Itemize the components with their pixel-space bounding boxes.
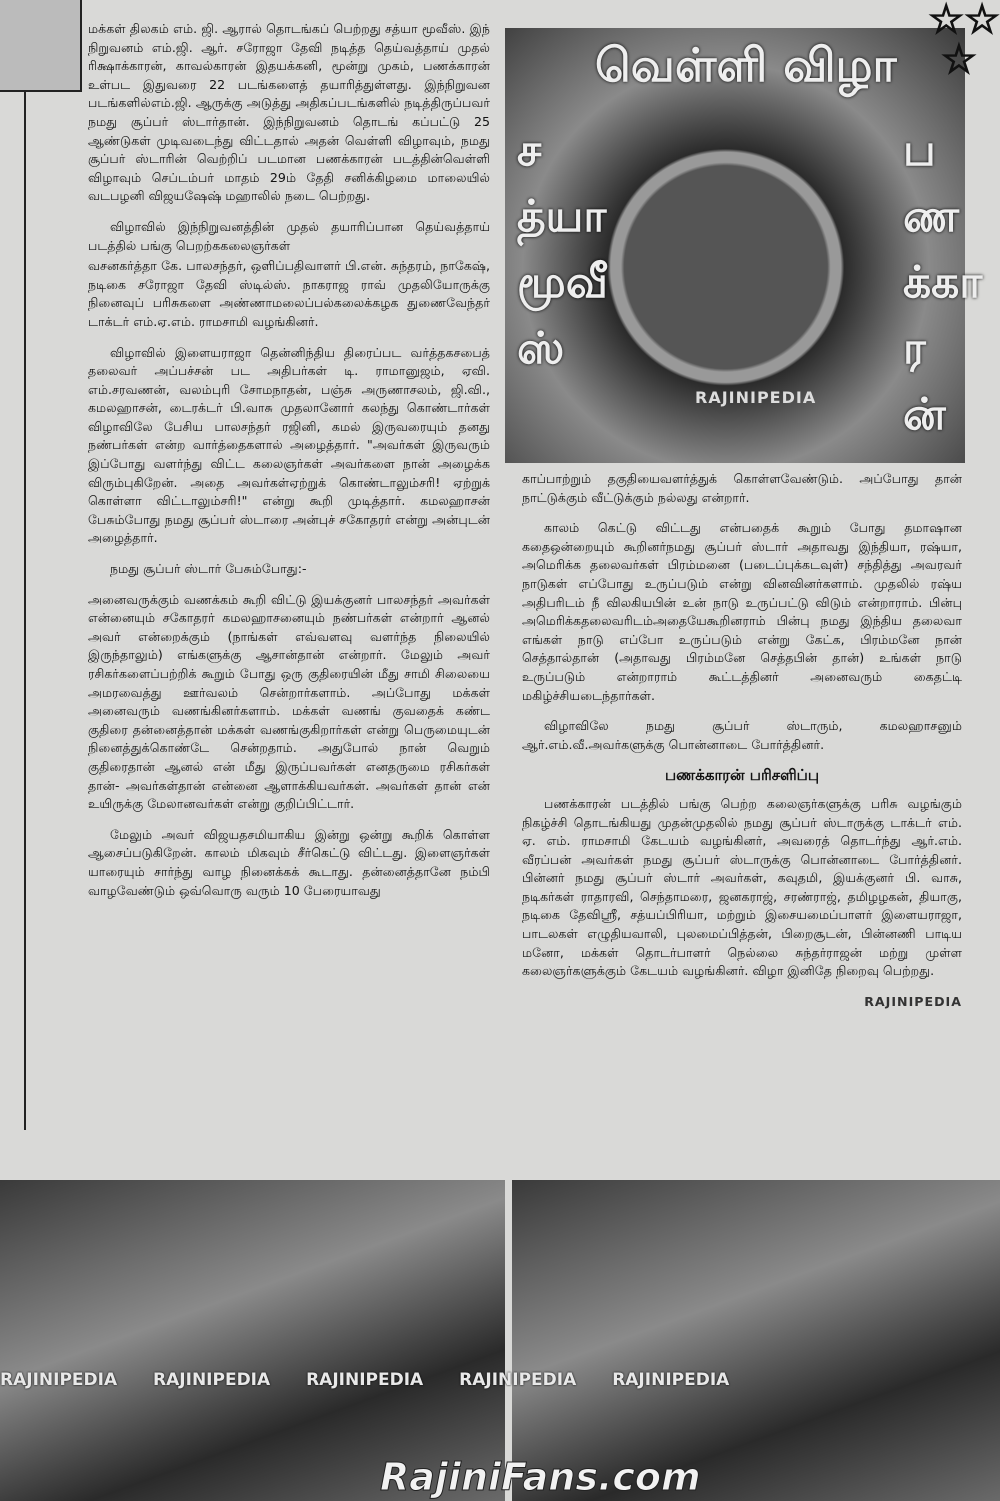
watermark-row bbox=[0, 1370, 1000, 1390]
paragraph: காலம் கெட்டு விட்டது என்பதைக் கூறும் போது தமாஷான கதைஒன்றையும் கூறினர்நமது சூப்பர் ஸ்டார் அதாவது இந்தியா, ரஷ்யா, அமெரிக்க தலைவர்கள் பிரம்மனை (படைப்புக்கடவுள்) சந்தித்து அவரவர் நாடுகள் எப்போது உருப்படும் என்று வினவினர்களாம். முதலில் ரஷ்ய அதிபரிடம் நீ விலகியபின் உன் நாடு உருப்பட்டு விடும் என்றாராம். பின்பு அமெரிக்கதலைவரிடம்அதையேகூறினராம் பின்பு நமது இந்திய தலைவா எங்கள் நாடு எப்போ உருப்படும் என்று கேட்க, பிரம்மனே நான் செத்தால்தான் (அதாவது பிரம்மனே செத்தபின் தான்) உங்கள் நாடு உருப்படும் என்றாராம் கூட்டத்தினர் அனைவரும் கைதட்டி மகிழ்ச்சியடைந்தார்கள். bbox=[522, 520, 962, 703]
paragraph: பணக்காரன் படத்தில் பங்கு பெற்ற கலைஞர்களுக்கு பரிசு வழங்கும் நிகழ்ச்சி தொடங்கியது முதன்முதலில் நமது சூப்பர் ஸ்டாருக்கு டாக்டர் எம். ஏ. எம். ராமசாமி கேடயம் வழங்கினர், அவரைத் தொடர்ந்து ஆர்.எம். வீரப்பன் அவர்கள் நமது சூப்பர் ஸ்டாருக்கு பொன்னாடை போர்த்தினர். பின்னர் நமது சூப்பர் ஸ்டார் அவர்கள், கவுதமி, இயக்குனர் பி. வாசு, நடிகர்கள் ராதாரவி, செந்தாமரை, ஜனகராஜ், சரண்ராஜ், தமிழழகன், தியாகு, நடிகை தேவிஸ்ரீ, சத்யப்பிரியா, மற்றும் இசையமைப்பாளர் இளையராஜா, பாடலகள் எழுதியவாலி, புலமைப்பித்தன், பிறைசூடன், பின்னணி பாடிய மனோ, மக்கள் தொடர்பாளர் நெல்லை சுந்தர்ராஜன் மற்று முள்ள கலைஞர்களுக்கும் கேடயம் வழங்கினர். விழா இனிதே நிறைவு பெற்றது. bbox=[522, 795, 962, 979]
paragraph: விழாவில் இந்நிறுவனத்தின் முதல் தயாரிப்பான தெய்வத்தாய் படத்தில் பங்கு பெறற்ககலைஞர்கள் bbox=[88, 218, 490, 253]
paragraph: அனைவருக்கும் வணக்கம் கூறி விட்டு இயக்குனர் பாலசந்தர் அவர்கள் என்னையும் சகோதரர் கமலஹாசனையும் நண்பர்கள் என்றார் ஆனல் அவர் என்றைக்கும் (நாங்கள் எவ்வளவு வளர்ந்த நிலையில் இருந்தாலும்) எங்களுக்கு ஆசான்தான் என்றார். மேலும் அவர் ரசிகர்களைப்பற்றிக் கூறும் போது ஒரு குதிரையின் மீது சாமி சிலையை அமரவைத்து ஊர்வலம் சென்றார்களாம். அப்போது மக்கள் அனைவரும் வணங்கினர்களாம். மக்கள் வணங் குவதைக் கண்ட குதிரை தன்னைத்தான் மக்கள் வணங்குகிறார்கள் என்று பெருமையுடன் நினைத்துக்கொண்டே சென்றதாம். அதுபோல் நான் வெறும் குதிரைதான் ஆனல் என் மீது இருப்பவர்கள் எனதருமை ரசிகர்கள் தான்- அவர்கள்தான் என்னை ஆளாக்கியவர்கள். அவர்கள் தான் என் உயிருக்கு மேலானவர்கள் என்று குறிப்பிட்டார். bbox=[88, 591, 490, 812]
watermark: RAJINIPEDIA bbox=[864, 993, 962, 1009]
left-column bbox=[88, 20, 490, 912]
watermark: RAJINIPEDIA bbox=[306, 1370, 424, 1390]
decorative-corner bbox=[0, 0, 82, 92]
speech-photo bbox=[505, 28, 983, 463]
watermark: RAJINIPEDIA bbox=[0, 1370, 118, 1390]
paragraph: விழாவிலே நமது சூப்பர் ஸ்டாரும், கமலஹாசனும் ஆர்.எம்.வீ.அவர்களுக்கு பொன்னாடை போர்த்தினர். bbox=[522, 718, 962, 752]
paragraph: விழாவில் இளையராஜா தென்னிந்திய திரைப்பட வர்த்தகசபைத் தலைவர் அப்பச்சன் பட அதிபர்கள் டி. ராமானுஜம், ஏவி. எம்.சரவணன், வலம்புரி சோமநாதன், பஞ்சு அருணாசலம், ஜி.வி., கமலஹாசன், டைரக்டர் பி.வாசு முதலானோர் கலந்து கொண்டார்கள் விழாவிலே பேசிய பாலசந்தர் ரஜினி, கமல் இருவரையும் தனது நண்பர்கள் என்ற வார்த்தைகளால் அழைத்தார். "அவர்கள் இருவரும் இப்போது வளர்ந்து விட்ட கலைஞர்கள் அவர்களை நான் அழைக்க விரும்புகிறேன். அதை அவர்கள்ஏற்றுக் கொண்டாலும்சரி! ஏற்றுக் கொள்ளா விட்டாலும்சரி!" என்று கூறி முடித்தார். கமலஹாசன் பேசும்போது நமது சூப்பர் ஸ்டாரை அன்புச் சகோதரர் என்று அன்புடன் அழைத்தார். bbox=[88, 344, 490, 546]
group-photo bbox=[512, 1180, 1000, 1501]
watermark: RAJINIPEDIA bbox=[459, 1370, 577, 1390]
watermark: RAJINIPEDIA bbox=[612, 1370, 730, 1390]
banner-left: சத்யா மூவீஸ் bbox=[517, 125, 608, 374]
right-column bbox=[522, 470, 962, 1011]
paragraph: காப்பாற்றும் தகுதியைவளர்த்துக் கொள்ளவேண்டும். அப்போது தான் நாட்டுக்கும் வீட்டுக்கும் நல்லது என்றார். bbox=[522, 471, 962, 505]
paragraph: வசனகர்த்தா கே. பாலசந்தர், ஒளிப்பதிவாளர் பி.என். சுந்தரம், நாகேஷ், நடிகை சரோஜா தேவி ஸ்டில்ஸ். நாகராஜ ராவ் முதலியோருக்கு நினைவுப் பரிசுகளை அண்ணாமலைப்பல்கலைக்கழக துணைவேந்தர் டாக்டர் எம்.ஏ.எம். ராமசாமி வழங்கினர். bbox=[88, 258, 490, 329]
section-heading: பணக்காரன் பரிசளிப்பு bbox=[665, 766, 819, 785]
decorative-border bbox=[10, 90, 26, 1130]
paragraph: மேலும் அவர் விஜயதசமியாகிய இன்று ஒன்று கூறிக் கொள்ள ஆசைப்படுகிறேன். காலம் மிகவும் சீர்கெட்டு விட்டது. இளைஞர்கள் யாரையும் சார்ந்து வாழ நினைக்கக் கூடாது. தன்னைத்தானே நம்பி வாழவேண்டும் ஒவ்வொரு வரும் 10 பேரையாவது bbox=[88, 826, 490, 898]
banner-right: பணக்காரன் bbox=[903, 125, 983, 440]
paragraph: மக்கள் திலகம் எம். ஜி. ஆரால் தொடங்கப் பெற்றது சத்யா மூவீஸ். இந் நிறுவனம் எம்.ஜி. ஆர். சரோஜா தேவி நடித்த தெய்வத்தாய் முதல் ரிக்ஷாக்காரன், காவல்காரன் இதயக்கனி, மூன்று முகம், பணக்காரன் உள்பட இதுவரை 22 படங்களைத் தயாரித்துள்ளது. இந்நிறுவன படங்களில்எம்.ஜி. ஆருக்கு அடுத்து அதிகப்படங்களில் நடித்திருப்பவர் நமது சூப்பர் ஸ்டார்தான். இந்நிறுவனம் தொடங் கப்பட்டு 25 ஆண்டுகள் முடிவடைந்து விட்டதால் அதன் வெள்ளி விழாவும், நமது சூப்பர் ஸ்டாரின் வெற்றிப் படமான பணக்காரன் படத்தின்வெள்ளி விழாவும் செப்டம்பர் மாதம் 29ம் தேதி சனிக்கிழமை மாலையில் வடபழனி விஜயஷேஷ் மஹாலில் நடை பெற்றது. bbox=[88, 21, 490, 204]
watermark: RAJINIPEDIA bbox=[153, 1370, 271, 1390]
paragraph: நமது சூப்பர் ஸ்டார் பேசும்போது:- bbox=[110, 561, 307, 577]
award-photo bbox=[0, 1180, 505, 1501]
banner-title: வெள்ளி விழா bbox=[595, 38, 897, 92]
watermark: RAJINIPEDIA bbox=[695, 388, 817, 407]
footer-watermark: RajiniFans.com bbox=[380, 1455, 701, 1499]
star-decoration-icon: ☆☆ ☆ bbox=[928, 0, 1000, 83]
